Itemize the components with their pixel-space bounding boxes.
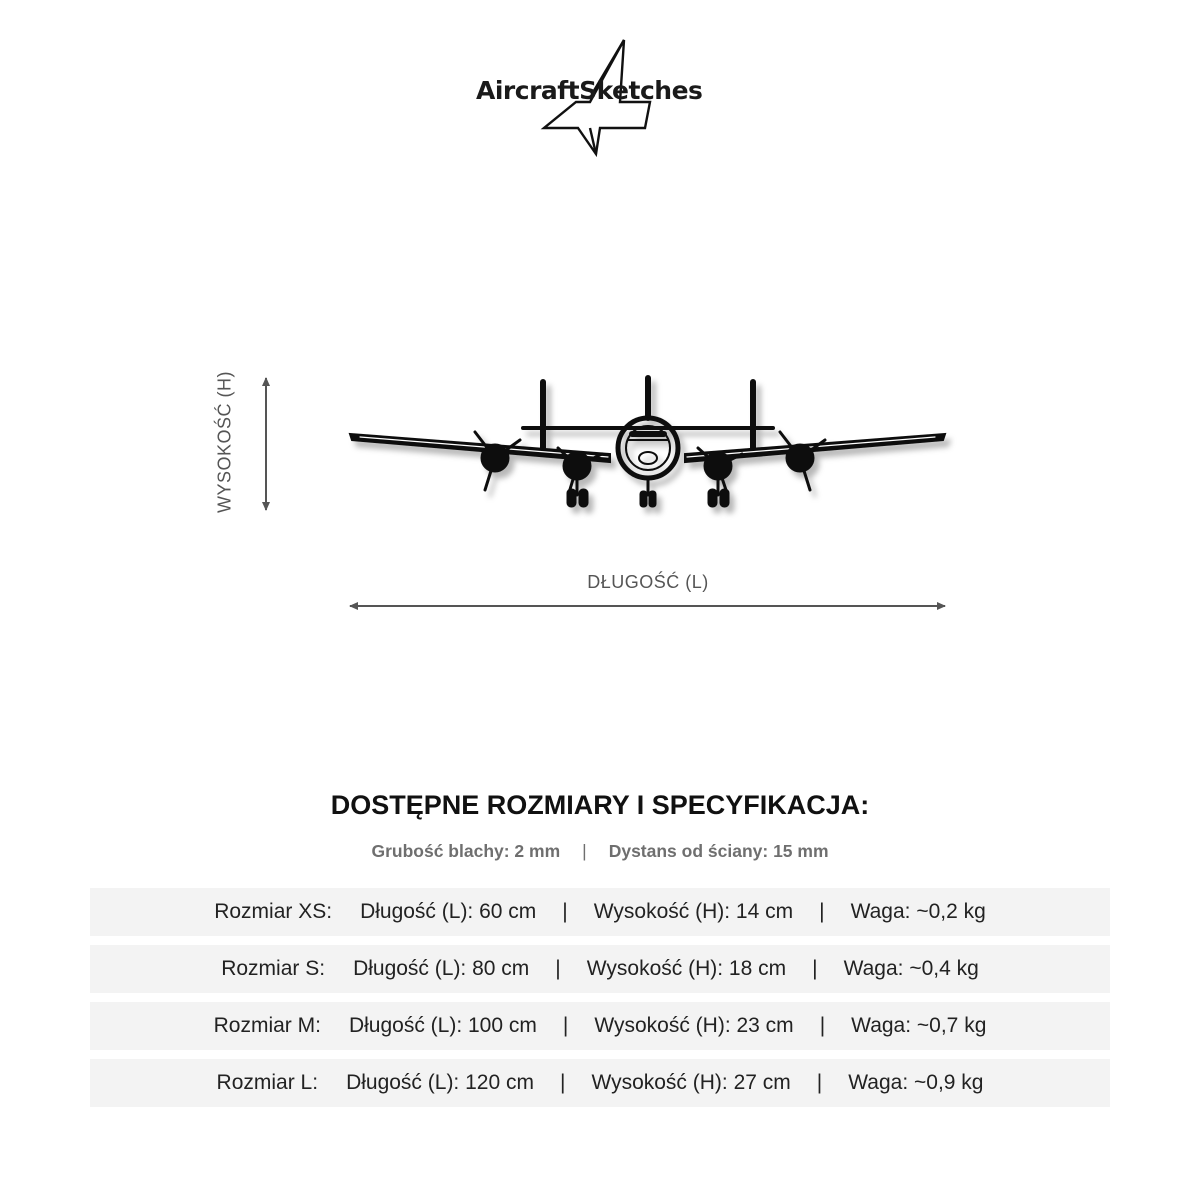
size-name: Rozmiar L: [216,1071,319,1094]
size-height: Wysokość (H): 23 cm [594,1014,794,1037]
size-weight: Waga: ~0,2 kg [850,900,986,923]
size-length: Długość (L): 120 cm [346,1071,534,1094]
size-height: Wysokość (H): 18 cm [586,957,787,980]
size-height: Wysokość (H): 27 cm [591,1071,791,1094]
aircraft-silhouette [340,370,960,520]
wall-distance: Dystans od ściany: 15 mm [608,841,829,861]
size-weight: Waga: ~0,4 kg [843,957,979,980]
separator: | [819,1014,826,1037]
size-row-l [90,1059,1110,1107]
brand-logo [470,30,730,165]
size-weight: Waga: ~0,9 kg [848,1071,984,1094]
separator: | [562,900,568,923]
size-row-xs [90,888,1110,936]
separator: | [559,1071,566,1094]
length-label: DŁUGOŚĆ (L) [587,572,709,592]
separator: | [582,841,587,861]
separator: | [819,900,825,923]
separator: | [816,1071,823,1094]
size-name: Rozmiar M: [213,1014,321,1037]
size-row-m [90,1002,1110,1050]
separator: | [562,1014,569,1037]
four-engine-propeller-airliner-front-silhouette-icon [340,370,960,520]
logo-text: AircraftSketches [476,76,703,105]
size-name: Rozmiar XS: [214,900,333,923]
separator: | [812,957,818,980]
sheet-thickness: Grubość blachy: 2 mm [371,841,561,861]
spec-title: DOSTĘPNE ROZMIARY I SPECYFIKACJA: [330,790,870,820]
height-label: WYSOKOŚĆ (H) [214,370,235,514]
size-table [90,888,1110,1116]
size-name: Rozmiar S: [221,957,326,980]
size-row-s [90,945,1110,993]
size-length: Długość (L): 60 cm [360,900,537,923]
size-length: Długość (L): 100 cm [348,1014,537,1037]
separator: | [555,957,561,980]
size-weight: Waga: ~0,7 kg [851,1014,987,1037]
spec-subtitle [0,841,1200,862]
size-height: Wysokość (H): 14 cm [593,900,794,923]
size-length: Długość (L): 80 cm [353,957,530,980]
